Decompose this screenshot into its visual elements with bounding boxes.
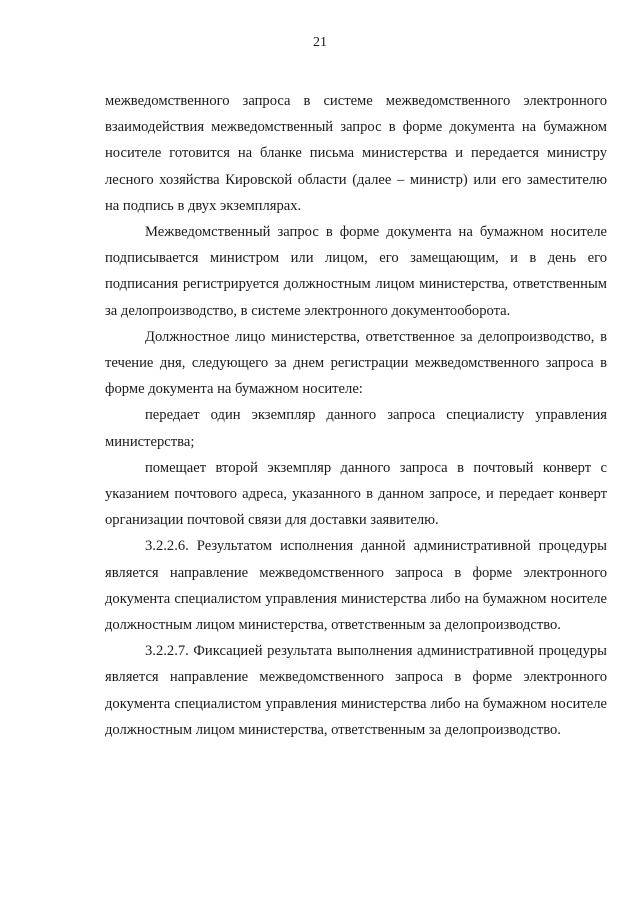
- paragraph-2: Межведомственный запрос в форме документа на бумажном носителе подписывается министром или лицом, его замещающим, и в день его подписания регистрируется должностным лицом министерства, ответственным за делопроизводство, в системе электронного документооборота.: [105, 224, 607, 319]
- paragraph-4: передает один экземпляр данного запроса специалисту управления министерства;: [105, 407, 607, 450]
- paragraph-1: межведомственного запроса в системе межведомственного электронного взаимодействия межведомственный запрос в форме документа на бумажном носителе готовится на бланке письма министерства и передается министру лесного хозяйства Кировской области (далее – министр) или его заместителю на подпись в двух экземплярах.: [105, 93, 607, 214]
- page-number: 21: [313, 35, 327, 50]
- document-body: [105, 88, 607, 743]
- paragraph-7: 3.2.2.7. Фиксацией результата выполнения административной процедуры является направление межведомственного запроса в форме электронного документа специалистом управления министерства либо на бумажном носителе должностным лицом министерства, ответственным за делопроизводство.: [105, 643, 607, 738]
- paragraph-3: Должностное лицо министерства, ответственное за делопроизводство, в течение дня, следующего за днем регистрации межведомственного запроса в форме документа на бумажном носителе:: [105, 328, 607, 398]
- paragraph-5: помещает второй экземпляр данного запроса в почтовый конверт с указанием почтового адреса, указанного в данном запросе, и передает конверт организации почтовой связи для доставки заявителю.: [105, 459, 607, 529]
- paragraph-6: 3.2.2.6. Результатом исполнения данной административной процедуры является направление межведомственного запроса в форме электронного документа специалистом управления министерства либо на бумажном носителе должностным лицом министерства, ответственным за делопроизводство.: [105, 538, 607, 634]
